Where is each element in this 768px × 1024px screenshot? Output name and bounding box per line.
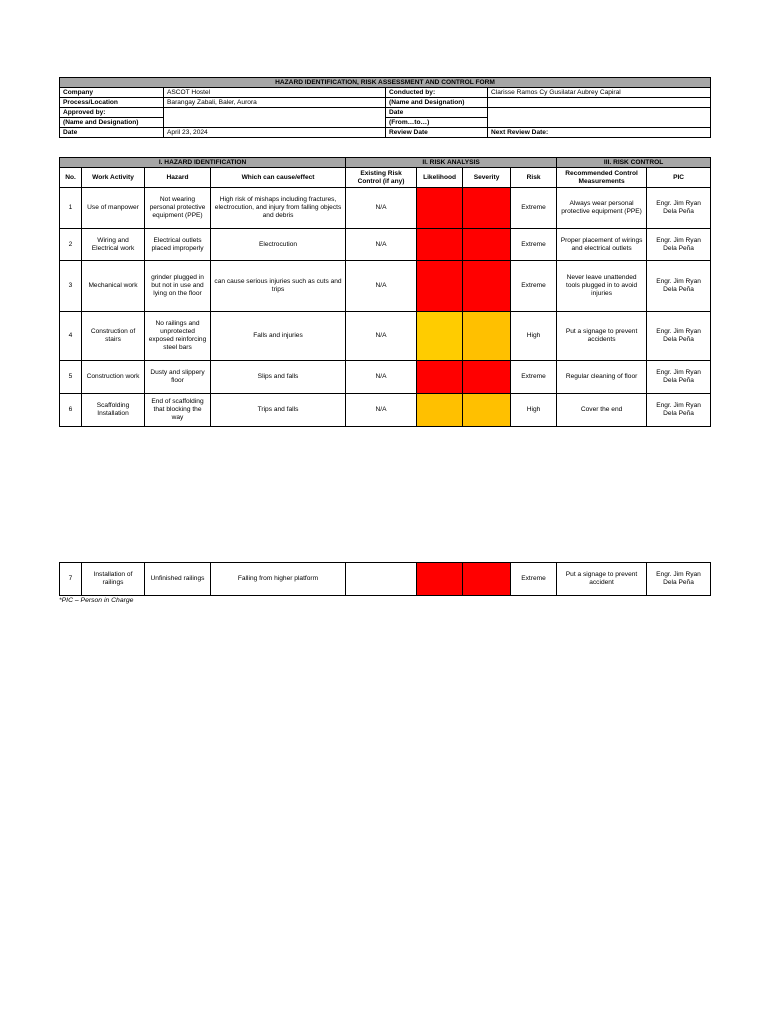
table-row xyxy=(60,361,711,394)
row-pic: Engr. Jim Ryan Dela Peña xyxy=(647,563,711,596)
row-hazard: No railings and unprotected exposed reinforcing steel bars xyxy=(145,312,211,361)
row-activity: Construction of stairs xyxy=(82,312,145,361)
row-cause: Trips and falls xyxy=(211,394,346,427)
company-value: ASCOT Hostel xyxy=(164,88,386,98)
row-recommended: Never leave unattended tools plugged in to avoid injuries xyxy=(557,261,647,312)
row-severity-cell xyxy=(463,312,511,361)
date-from-sub: (From…to…) xyxy=(386,118,488,128)
row-risk: Extreme xyxy=(511,261,557,312)
row-likelihood-cell xyxy=(417,394,463,427)
conducted-by-value: Clarisse Ramos Cy Gusilatar Aubrey Capiral xyxy=(488,88,711,98)
row-risk: High xyxy=(511,394,557,427)
table-row xyxy=(60,229,711,261)
row-activity: Installation of railings xyxy=(82,563,145,596)
row-existing: N/A xyxy=(346,394,417,427)
row-severity-cell xyxy=(463,229,511,261)
row-existing: N/A xyxy=(346,361,417,394)
process-label: Process/Location xyxy=(60,98,164,108)
row-likelihood-cell xyxy=(417,229,463,261)
row-risk: Extreme xyxy=(511,188,557,229)
col-severity: Severity xyxy=(463,168,511,188)
row-recommended: Put a signage to prevent accidents xyxy=(557,312,647,361)
row-risk: Extreme xyxy=(511,229,557,261)
row-activity: Scaffolding Installation xyxy=(82,394,145,427)
footnote: *PIC – Person in Charge xyxy=(59,597,134,604)
section-risk-analysis: II. RISK ANALYSIS xyxy=(346,158,557,168)
row-hazard: grinder plugged in but not in use and lying on the floor xyxy=(145,261,211,312)
row-existing: N/A xyxy=(346,261,417,312)
form-title: HAZARD IDENTIFICATION, RISK ASSESSMENT AND CONTROL FORM xyxy=(60,78,711,88)
section-risk-control: III. RISK CONTROL xyxy=(557,158,711,168)
row-pic: Engr. Jim Ryan Dela Peña xyxy=(647,188,711,229)
table-row xyxy=(60,394,711,427)
col-likelihood: Likelihood xyxy=(417,168,463,188)
row-hazard: Unfinished railings xyxy=(145,563,211,596)
col-risk: Risk xyxy=(511,168,557,188)
row-existing: N/A xyxy=(346,188,417,229)
review-date-label: Review Date xyxy=(386,128,488,138)
conducted-by-label: Conducted by: xyxy=(386,88,488,98)
row-risk: Extreme xyxy=(511,563,557,596)
col-hazard: Hazard xyxy=(145,168,211,188)
row-no: 2 xyxy=(60,229,82,261)
row-likelihood-cell xyxy=(417,312,463,361)
row-cause: Falling from higher platform xyxy=(211,563,346,596)
row-recommended: Cover the end xyxy=(557,394,647,427)
date-from-label: Date xyxy=(386,108,488,118)
approved-label: Approved by: xyxy=(60,108,164,118)
row-no: 6 xyxy=(60,394,82,427)
form-header-table xyxy=(59,77,711,138)
row-hazard: Not wearing personal protective equipment (PPE) xyxy=(145,188,211,229)
row-risk: Extreme xyxy=(511,361,557,394)
row-no: 5 xyxy=(60,361,82,394)
col-pic: PIC xyxy=(647,168,711,188)
row-pic: Engr. Jim Ryan Dela Peña xyxy=(647,261,711,312)
row-activity: Mechanical work xyxy=(82,261,145,312)
next-review-label: Next Review Date: xyxy=(488,128,711,138)
row-severity-cell xyxy=(463,188,511,229)
row-likelihood-cell xyxy=(417,361,463,394)
row-pic: Engr. Jim Ryan Dela Peña xyxy=(647,229,711,261)
table-row xyxy=(60,563,711,596)
row-no: 7 xyxy=(60,563,82,596)
row-recommended: Proper placement of wirings and electrical outlets xyxy=(557,229,647,261)
row-cause: Electrocution xyxy=(211,229,346,261)
row-existing xyxy=(346,563,417,596)
row-no: 4 xyxy=(60,312,82,361)
hazard-table xyxy=(59,157,711,427)
row-severity-cell xyxy=(463,394,511,427)
col-existing-control: Existing Risk Control (if any) xyxy=(346,168,417,188)
row-cause: Slips and falls xyxy=(211,361,346,394)
row-no: 3 xyxy=(60,261,82,312)
conducted-by-sub: (Name and Designation) xyxy=(386,98,488,108)
company-label: Company xyxy=(60,88,164,98)
approved-value xyxy=(164,108,386,128)
table-row xyxy=(60,188,711,229)
row-recommended: Put a signage to prevent accident xyxy=(557,563,647,596)
date-from-value xyxy=(488,108,711,128)
row-existing: N/A xyxy=(346,312,417,361)
row-activity: Wiring and Electrical work xyxy=(82,229,145,261)
col-cause-effect: Which can cause/effect xyxy=(211,168,346,188)
col-no: No. xyxy=(60,168,82,188)
row-no: 1 xyxy=(60,188,82,229)
process-value: Barangay Zabali, Baler, Aurora xyxy=(164,98,386,108)
approved-sub: (Name and Designation) xyxy=(60,118,164,128)
row-activity: Use of manpower xyxy=(82,188,145,229)
table-row xyxy=(60,261,711,312)
row-severity-cell xyxy=(463,361,511,394)
row-hazard: Electrical outlets placed improperly xyxy=(145,229,211,261)
row-cause: Falls and injuries xyxy=(211,312,346,361)
row-activity: Construction work xyxy=(82,361,145,394)
row-likelihood-cell xyxy=(417,188,463,229)
row-recommended: Always wear personal protective equipment (PPE) xyxy=(557,188,647,229)
row-pic: Engr. Jim Ryan Dela Peña xyxy=(647,312,711,361)
row-cause: can cause serious injuries such as cuts and trips xyxy=(211,261,346,312)
row-severity-cell xyxy=(463,563,511,596)
row-likelihood-cell xyxy=(417,563,463,596)
row-existing: N/A xyxy=(346,229,417,261)
col-recommended: Recommended Control Measurements xyxy=(557,168,647,188)
row-likelihood-cell xyxy=(417,261,463,312)
row-pic: Engr. Jim Ryan Dela Peña xyxy=(647,394,711,427)
hazard-table-continued xyxy=(59,562,711,596)
section-hazard-identification: I. HAZARD IDENTIFICATION xyxy=(60,158,346,168)
row-recommended: Regular cleaning of floor xyxy=(557,361,647,394)
date-label: Date xyxy=(60,128,164,138)
row-hazard: Dusty and slippery floor xyxy=(145,361,211,394)
date-value: April 23, 2024 xyxy=(164,128,386,138)
row-hazard: End of scaffolding that blocking the way xyxy=(145,394,211,427)
row-severity-cell xyxy=(463,261,511,312)
conducted-by-extra xyxy=(488,98,711,108)
row-risk: High xyxy=(511,312,557,361)
col-work-activity: Work Activity xyxy=(82,168,145,188)
row-cause: High risk of mishaps including fractures, electrocution, and injury from falling objects and debris xyxy=(211,188,346,229)
table-row xyxy=(60,312,711,361)
row-pic: Engr. Jim Ryan Dela Peña xyxy=(647,361,711,394)
